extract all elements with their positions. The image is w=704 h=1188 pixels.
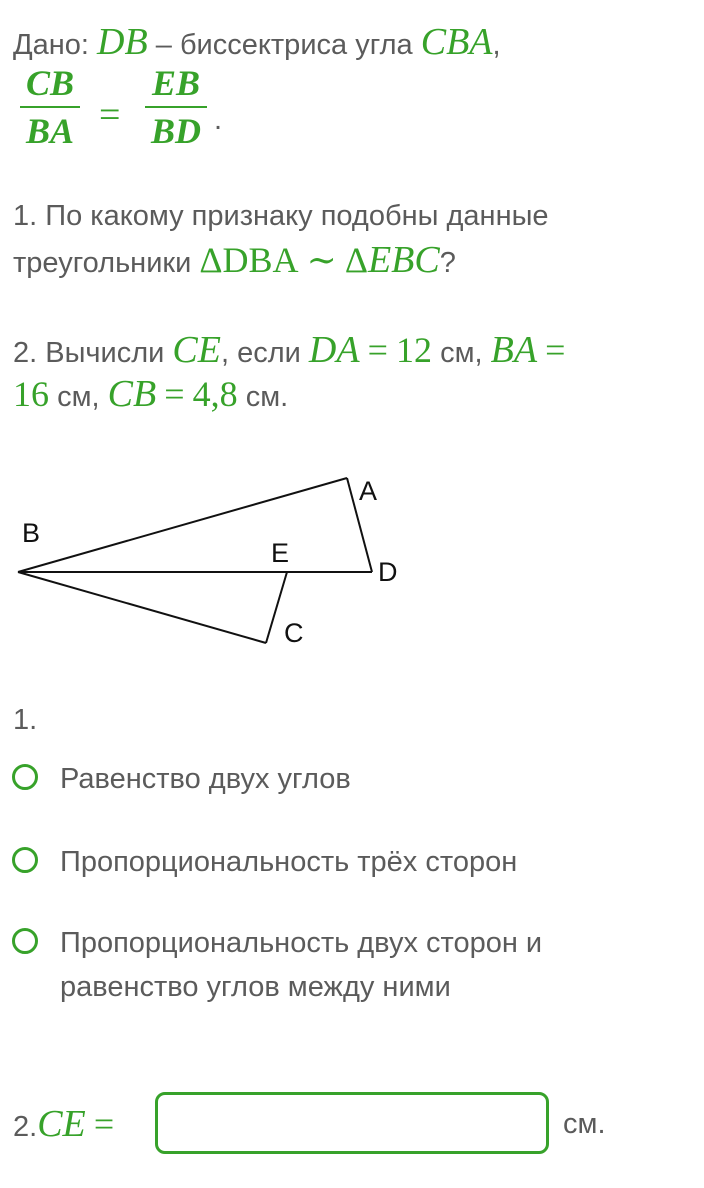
question1-line1: 1. По какому признаку подобны данные: [13, 200, 549, 232]
answer2-label: 2.: [13, 1111, 38, 1143]
segment-bc: [18, 572, 266, 643]
radio-button[interactable]: [12, 847, 38, 873]
option-label: Пропорциональность двух сторон и равенство углов между ними: [60, 927, 543, 1003]
answer1-label: 1.: [13, 704, 38, 736]
unit: см,: [57, 381, 100, 413]
diagram-lines: [18, 478, 372, 643]
equals: =: [545, 330, 566, 370]
radio-button[interactable]: [12, 764, 38, 790]
ce-answer-input[interactable]: [155, 1092, 549, 1154]
value-ba: 16: [13, 374, 49, 414]
fraction-equals: =: [99, 94, 121, 136]
label-a: A: [359, 476, 378, 506]
option-three-sides[interactable]: [12, 840, 680, 884]
answer2-equals: =: [93, 1104, 115, 1144]
given-lead: Дано:: [13, 29, 89, 61]
question2-line2: [13, 374, 288, 417]
var-ce: CE: [172, 329, 221, 371]
option-two-angles[interactable]: [12, 757, 680, 801]
triangle-dba: ΔDBA: [199, 240, 299, 280]
var-ba: BA: [490, 329, 538, 371]
triangle-ebc: EBC: [367, 239, 440, 281]
given-angle: CBA: [420, 21, 493, 63]
option-label: Пропорциональность трёх сторон: [60, 846, 518, 878]
option-label: Равенство двух углов: [60, 763, 351, 795]
equals: =: [367, 330, 388, 370]
answer2-unit: см.: [563, 1108, 606, 1140]
fraction-period: .: [214, 104, 223, 136]
fraction-numerator: CB: [25, 63, 75, 103]
value-cb: 4,8: [192, 374, 238, 414]
fraction-bar: [20, 106, 80, 108]
triangle-diagram: [0, 460, 440, 660]
given-line: [13, 22, 501, 65]
fraction-denominator: BD: [150, 111, 201, 151]
equals: =: [164, 374, 185, 414]
answer2-var: CE: [37, 1103, 86, 1145]
fraction-denominator: BA: [25, 111, 75, 151]
triangle-delta: Δ: [344, 240, 368, 280]
question1-line2: [13, 240, 456, 283]
fraction-bar: [145, 106, 207, 108]
unit: см.: [245, 381, 289, 413]
question2-line1: [13, 330, 565, 373]
given-comma: ,: [492, 29, 501, 61]
var-cb: CB: [107, 373, 157, 415]
fraction-eb-bd: [145, 64, 207, 150]
unit: см,: [440, 337, 483, 369]
label-c: C: [284, 618, 304, 648]
fraction-cb-ba: [20, 64, 80, 150]
var-da: DA: [308, 329, 360, 371]
similar-symbol: ∼: [306, 240, 337, 280]
value-da: 12: [396, 330, 433, 370]
question1-text: треугольники: [13, 247, 192, 279]
given-segment: DB: [97, 21, 148, 63]
label-d: D: [378, 557, 398, 587]
fraction-numerator: EB: [151, 63, 201, 103]
segment-ba: [18, 478, 347, 572]
given-dash-text: – биссектриса угла: [155, 29, 413, 61]
question2-if: , если: [220, 337, 301, 369]
label-e: E: [271, 538, 290, 568]
question-mark: ?: [439, 247, 456, 279]
question2-lead: 2. Вычисли: [13, 337, 165, 369]
radio-button[interactable]: [12, 928, 38, 954]
label-b: B: [22, 518, 41, 548]
answer2-line: [13, 1104, 114, 1147]
option-two-sides-angle[interactable]: [12, 921, 680, 1009]
